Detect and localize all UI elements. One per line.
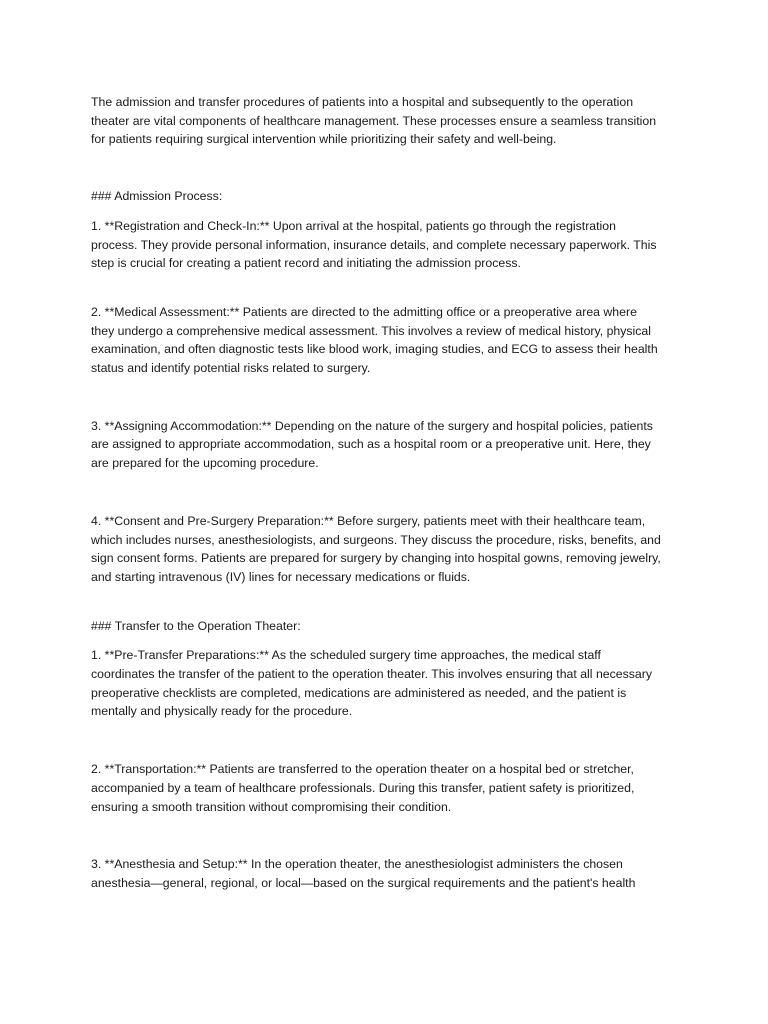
document-body bbox=[91, 93, 691, 893]
admission-heading: ### Admission Process: bbox=[91, 189, 223, 204]
transfer-item-pre-transfer: 1. **Pre-Transfer Preparations:** As the scheduled surgery time approaches, the medical staff coordinates the transfer of the patient to the operation theater. This involves ensuring that all necessary preoperative checklists are completed, medications are administered as needed, and the patient is mentally and physically ready for the procedure. bbox=[91, 648, 652, 719]
admission-item-medical-assessment: 2. **Medical Assessment:** Patients are directed to the admitting office or a preoperative area where they undergo a comprehensive medical assessment. This involves a review of medical history, physical examination, and often diagnostic tests like blood work, imaging studies, and ECG to assess their health status and identify potential risks related to surgery. bbox=[91, 304, 658, 376]
admission-item-registration: 1. **Registration and Check-In:** Upon arrival at the hospital, patients go through the registration process. They provide personal information, insurance details, and complete necessary paperwork. This step is crucial for creating a patient record and initiating the admission process. bbox=[91, 218, 657, 271]
transfer-item-transportation: 2. **Transportation:** Patients are transferred to the operation theater on a hospital bed or stretcher, accompanied by a team of healthcare professionals. During this transfer, patient safety is prioritized, ensuring a smooth transition without compromising their condition. bbox=[91, 762, 635, 814]
intro-paragraph: The admission and transfer procedures of patients into a hospital and subsequently to the operation theater are vital components of healthcare management. These processes ensure a seamless transition for patients requiring surgical intervention while prioritizing their safety and well-being. bbox=[91, 95, 657, 147]
transfer-heading: ### Transfer to the Operation Theater: bbox=[91, 618, 301, 633]
admission-item-accommodation: 3. **Assigning Accommodation:** Depending on the nature of the surgery and hospital policies, patients are assigned to appropriate accommodation, such as a hospital room or a preoperative unit. Here, they are prepared for the upcoming procedure. bbox=[91, 418, 653, 471]
admission-item-consent: 4. **Consent and Pre-Surgery Preparation:** Before surgery, patients meet with their healthcare team, which includes nurses, anesthesiologists, and surgeons. They discuss the procedure, risks, benefits, and sign consent forms. Patients are prepared for surgery by changing into hospital gowns, removing jewelry, and starting intravenous (IV) lines for necessary medications or fluids. bbox=[91, 513, 661, 584]
transfer-item-anesthesia: 3. **Anesthesia and Setup:** In the operation theater, the anesthesiologist administers the chosen anesthesia—general, regional, or local—based on the surgical requirements and the patient's health bbox=[91, 857, 636, 890]
